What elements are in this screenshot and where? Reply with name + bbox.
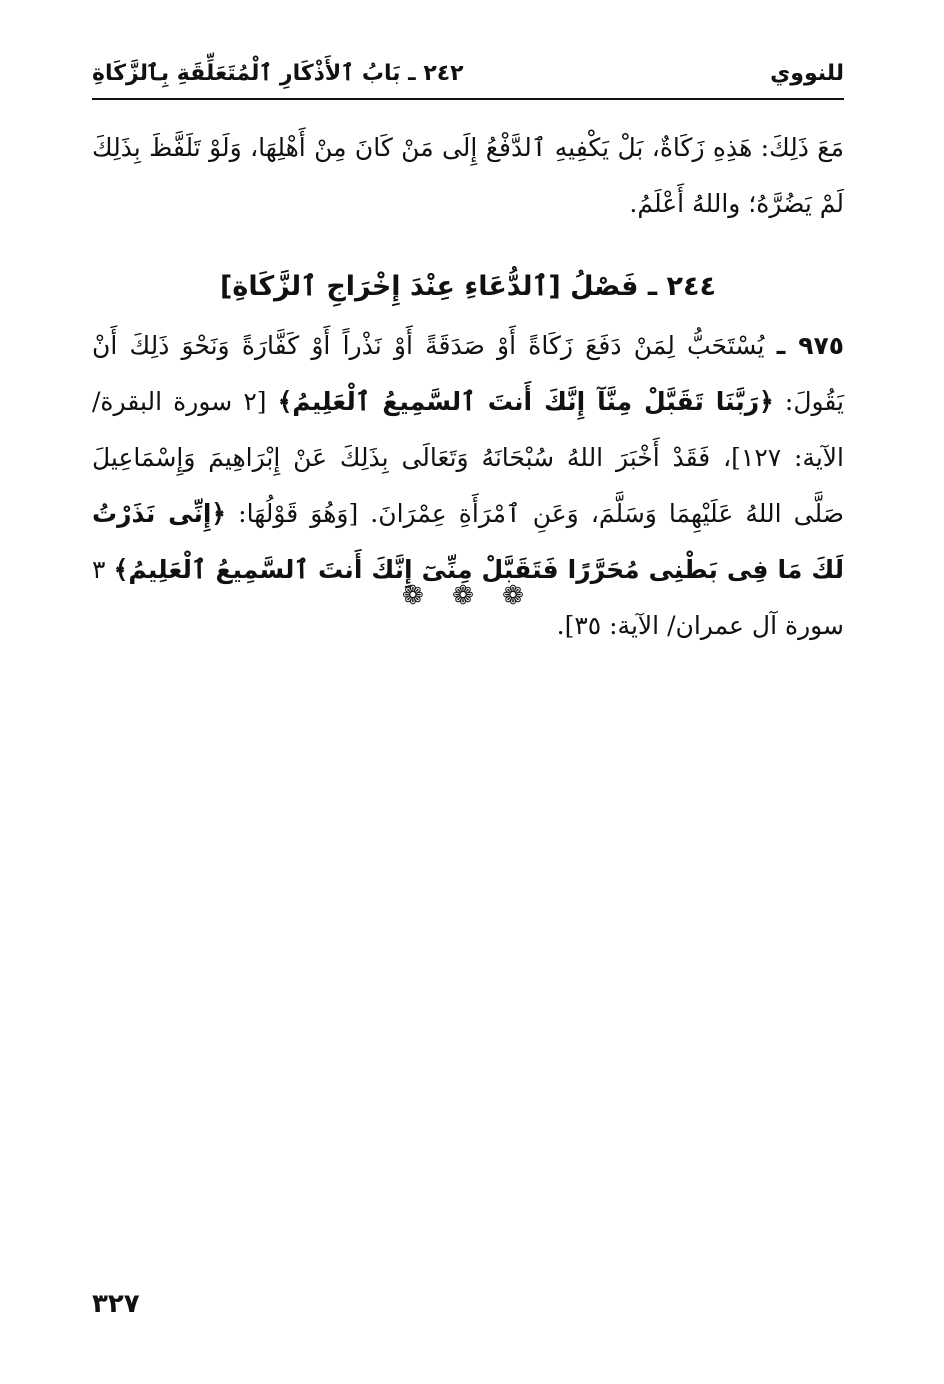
paragraph-2-text-1: يُسْتَحَبُّ لِمَنْ دَفَعَ زَكَاةً أَوْ صَدَقَةً أَوْ نَذْراً أَوْ كَفَّارَةً وَنَحْوَ ذَلِكَ أَنْ يَقُولَ:: [92, 331, 845, 416]
quran-verse-2: ﴿إِنِّى نَذَرْتُ لَكَ مَا فِى بَطْنِى مُحَرَّرًا فَتَقَبَّلْ مِنِّىٓ إِنَّكَ أَنتَ ٱلسَّمِيعُ ٱلْعَلِيمُ﴾: [92, 499, 844, 584]
section-heading: ٢٤٤ ـ فَصْلُ [ٱلدُّعَاءِ عِنْدَ إِخْرَاجِ ٱلزَّكَاةِ]: [220, 271, 716, 302]
header-author: للنووي: [770, 60, 844, 86]
header-chapter-title: ٢٤٢ ـ بَابُ ٱلأَذْكَارِ ٱلْمُتَعَلِّقَةِ بِٱلزَّكَاةِ: [92, 60, 464, 86]
header-rule: [92, 98, 844, 100]
paragraph-2-text-3: ٣ سورة آل عمران/ الآية: ٣٥].: [92, 555, 844, 640]
paragraph-2-text-2: [٢ سورة البقرة/ الآية: ١٢٧]، فَقَدْ أَخْبَرَ اللهُ سُبْحَانَهُ وَتَعَالَى بِذَلِكَ عَنْ إِبْرَاهِيمَ وَإِسْمَاعِيلَ صَلَّى اللهُ عَلَيْهِمَا وَسَلَّمَ، وَعَنِ ٱمْرَأَةِ عِمْرَانَ. [وَهُوَ قَوْلُهَا:: [92, 387, 845, 528]
quran-verse-1: ﴿رَبَّنَا تَقَبَّلْ مِنَّآ إِنَّكَ أَنتَ ٱلسَّمِيعُ ٱلْعَلِيمُ﴾: [277, 387, 774, 416]
flower-ornament-icon: ❁ ❁ ❁: [402, 581, 534, 611]
paragraph-1: مَعَ ذَلِكَ: هَذِهِ زَكَاةٌ، بَلْ يَكْفِيهِ ٱلدَّفْعُ إِلَى مَنْ كَانَ مِنْ أَهْلِهَا، وَلَوْ تَلَفَّظَ بِذَلِكَ لَمْ يَضُرَّهُ؛ واللهُ أَعْلَمُ.: [92, 133, 844, 218]
running-header: [92, 52, 844, 94]
hadith-number: ٩٧٥ ـ: [776, 331, 845, 360]
page-number: ٣٢٧: [92, 1289, 140, 1319]
